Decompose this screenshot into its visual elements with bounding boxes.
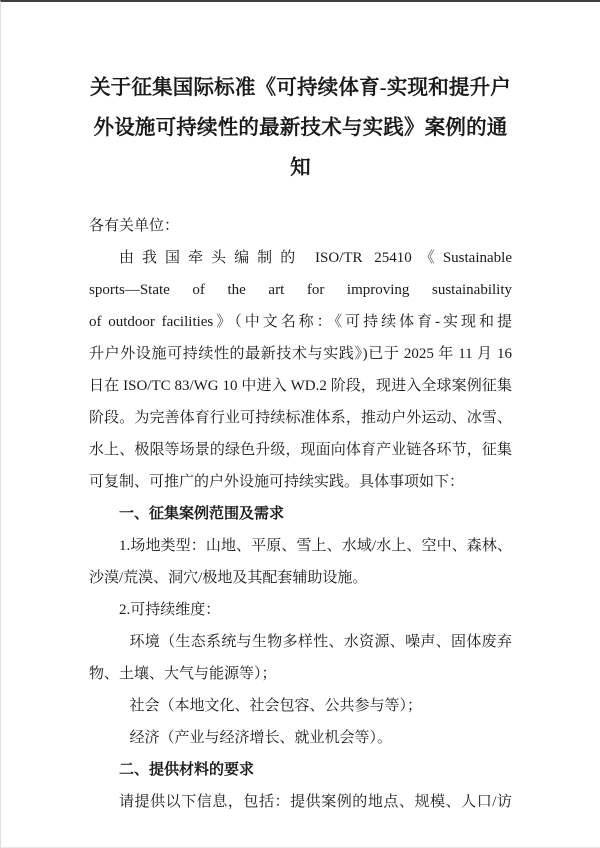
paragraph-line: 水上、极限等场景的绿色升级，现面向体育产业链各环节，征集	[89, 442, 512, 458]
salutation-line: 各有关单位：	[89, 218, 180, 234]
paragraph-line: 阶段。为完善体育行业可持续标准体系，推动户外运动、冰雪、	[89, 410, 512, 426]
sub-item-society: 社会（本地文化、社会包容、公共参与等）；	[129, 698, 423, 714]
list-item-dimensions: 2.可持续维度：	[119, 602, 221, 618]
list-item-site-types: 1.场地类型：山地、平原、雪上、水域/水上、空中、森林、	[119, 538, 512, 554]
section-heading-1: 一、征集案例范围及需求	[119, 506, 285, 522]
paragraph-line: 请提供以下信息，包括：提供案例的地点、规模、人口/访	[119, 794, 512, 810]
section-heading-2: 二、提供材料的要求	[119, 762, 255, 778]
notice-title	[1, 68, 600, 188]
sub-item-environment: 环境（生态系统与生物多样性、水资源、噪声、固体废弃	[129, 634, 512, 650]
list-item-continuation: 沙漠/荒漠、洞穴/极地及其配套辅助设施。	[89, 570, 368, 586]
paragraph-line: 可复制、可推广的户外设施可持续实践。具体事项如下：	[89, 474, 465, 490]
paragraph-line: 升户外设施可持续性的最新技术与实践》)已于 2025 年 11 月 16	[89, 346, 512, 362]
notice-title-line-2: 外设施可持续性的最新技术与实践》案例的通知	[93, 117, 508, 179]
sub-item-continuation: 物、土壤、大气与能源等）；	[89, 666, 277, 682]
paragraph-line: 日在 ISO/TC 83/WG 10 中进入 WD.2 阶段，现进入全球案例征集	[89, 378, 512, 394]
sub-item-economy: 经济（产业与经济增长、就业机会等）。	[129, 730, 393, 746]
paragraph-line: sports—State of the art for improving sustainability	[89, 282, 512, 298]
paragraph-line: 由我国牵头编制的 ISO/TR 25410《Sustainable	[119, 250, 512, 266]
paragraph-line: of outdoor facilities》（中文名称：《可持续体育-实现和提	[89, 314, 512, 330]
notice-body	[1, 210, 600, 818]
notice-title-line-1: 关于征集国际标准《可持续体育-实现和提升户	[89, 77, 512, 99]
